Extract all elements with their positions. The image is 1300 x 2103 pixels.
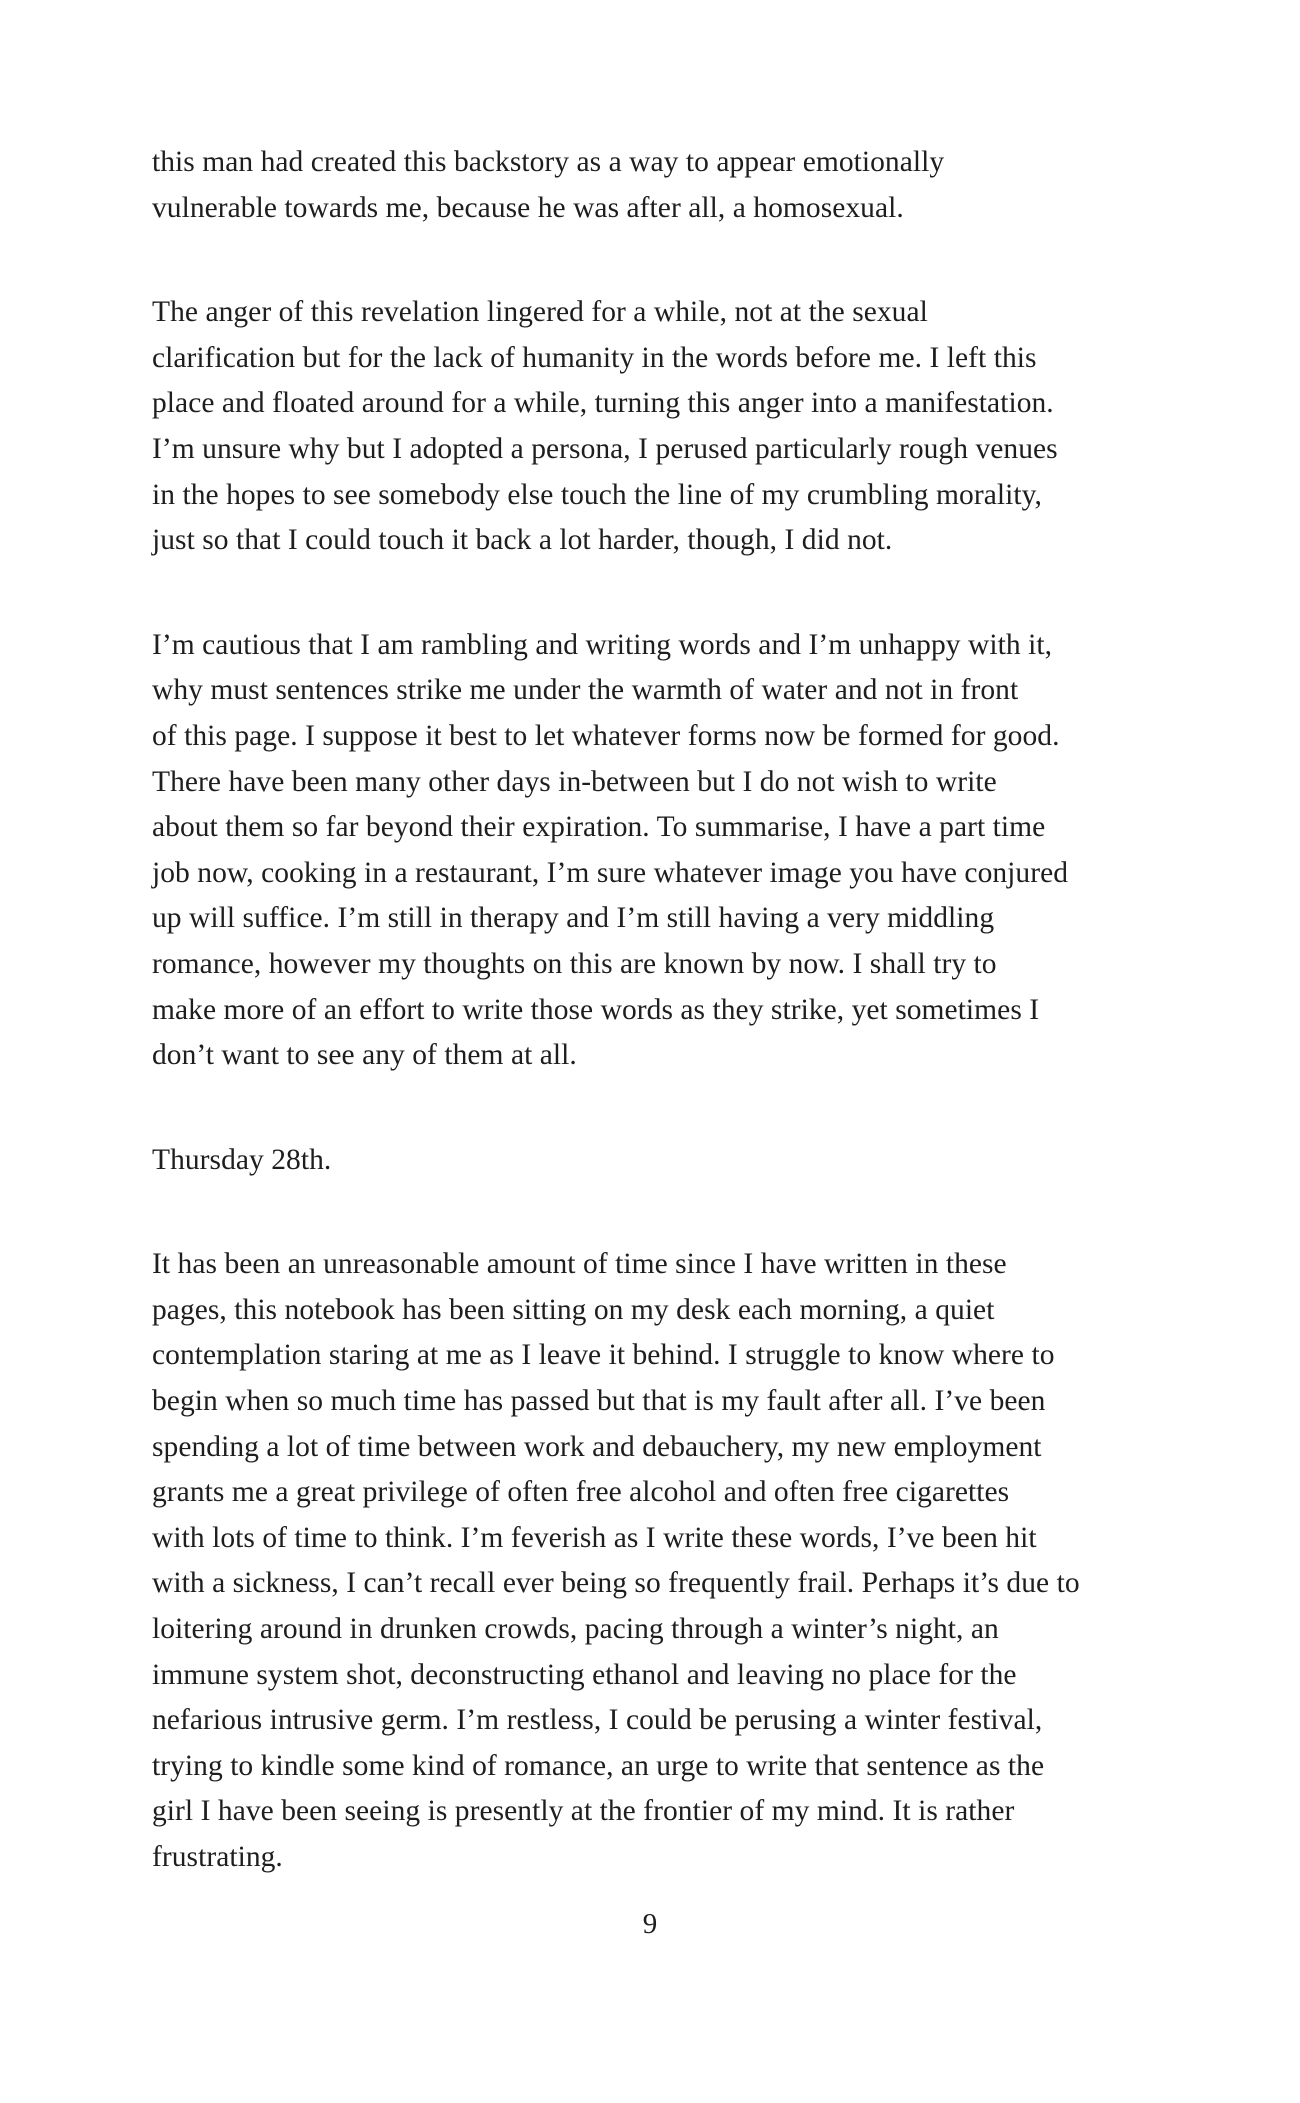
text-line: this man had created this backstory as a way to appear emotionally	[152, 146, 945, 178]
text-line: job now, cooking in a restaurant, I’m sure whatever image you have conjured	[152, 856, 1069, 889]
text-line: I’m cautious that I am rambling and writing words and I’m unhappy with it,	[152, 628, 1052, 661]
text-line: of this page. I suppose it best to let whatever forms now be formed for good.	[152, 719, 1060, 752]
text-line: with lots of time to think. I’m feverish as I write these words, I’ve been hit	[152, 1521, 1037, 1554]
text-line: pages, this notebook has been sitting on my desk each morning, a quiet	[152, 1293, 995, 1326]
text-line: trying to kindle some kind of romance, an urge to write that sentence as the	[152, 1749, 1045, 1782]
text-line: loitering around in drunken crowds, pacing through a winter’s night, an	[152, 1613, 999, 1646]
text-line: spending a lot of time between work and debauchery, my new employment	[152, 1430, 1042, 1463]
text-line: I’m unsure why but I adopted a persona, I perused particularly rough venues	[152, 432, 1058, 465]
text-line: vulnerable towards me, because he was after all, a homosexual.	[152, 191, 904, 224]
text-line: contemplation staring at me as I leave it behind. I struggle to know where to	[152, 1339, 1055, 1372]
paragraph-3	[152, 623, 1162, 1079]
text-line: immune system shot, deconstructing ethanol and leaving no place for the	[152, 1658, 1017, 1691]
text-line: in the hopes to see somebody else touch the line of my crumbling morality,	[152, 478, 1042, 511]
text-line: place and floated around for a while, turning this anger into a manifestation.	[152, 387, 1054, 420]
text-line: just so that I could touch it back a lot harder, though, I did not.	[152, 524, 893, 557]
text-line: why must sentences strike me under the warmth of water and not in front	[152, 674, 1019, 707]
text-line: romance, however my thoughts on this are known by now. I shall try to	[152, 947, 997, 980]
text-line: nefarious intrusive germ. I’m restless, I could be perusing a winter festival,	[152, 1704, 1043, 1737]
paragraph-4	[152, 1242, 1162, 1880]
text-line: The anger of this revelation lingered for a while, not at the sexual	[152, 296, 928, 329]
paragraph-1	[152, 140, 1162, 231]
text-line: up will suffice. I’m still in therapy and I’m still having a very middling	[152, 902, 995, 935]
text-line: don’t want to see any of them at all.	[152, 1039, 577, 1072]
text-line: about them so far beyond their expiration. To summarise, I have a part time	[152, 811, 1046, 844]
paragraph-2	[152, 290, 1162, 564]
text-line: It has been an unreasonable amount of time since I have written in these	[152, 1248, 1007, 1281]
text-line: frustrating.	[152, 1841, 283, 1873]
text-line: with a sickness, I can’t recall ever being so frequently frail. Perhaps it’s due to	[152, 1567, 1080, 1600]
date-heading	[152, 1138, 1162, 1184]
page-number: 9	[642, 1908, 658, 1940]
text-line: There have been many other days in-between but I do not wish to write	[152, 765, 997, 798]
text-line: begin when so much time has passed but that is my fault after all. I’ve been	[152, 1385, 1046, 1418]
text-line: make more of an effort to write those words as they strike, yet sometimes I	[152, 993, 1040, 1026]
text-line: clarification but for the lack of humanity in the words before me. I left this	[152, 341, 1037, 374]
body-text	[152, 140, 1162, 1881]
text-line: girl I have been seeing is presently at the frontier of my mind. It is rather	[152, 1795, 1015, 1828]
text-line: grants me a great privilege of often free alcohol and often free cigarettes	[152, 1476, 1010, 1509]
text-line: Thursday 28th.	[152, 1143, 332, 1176]
